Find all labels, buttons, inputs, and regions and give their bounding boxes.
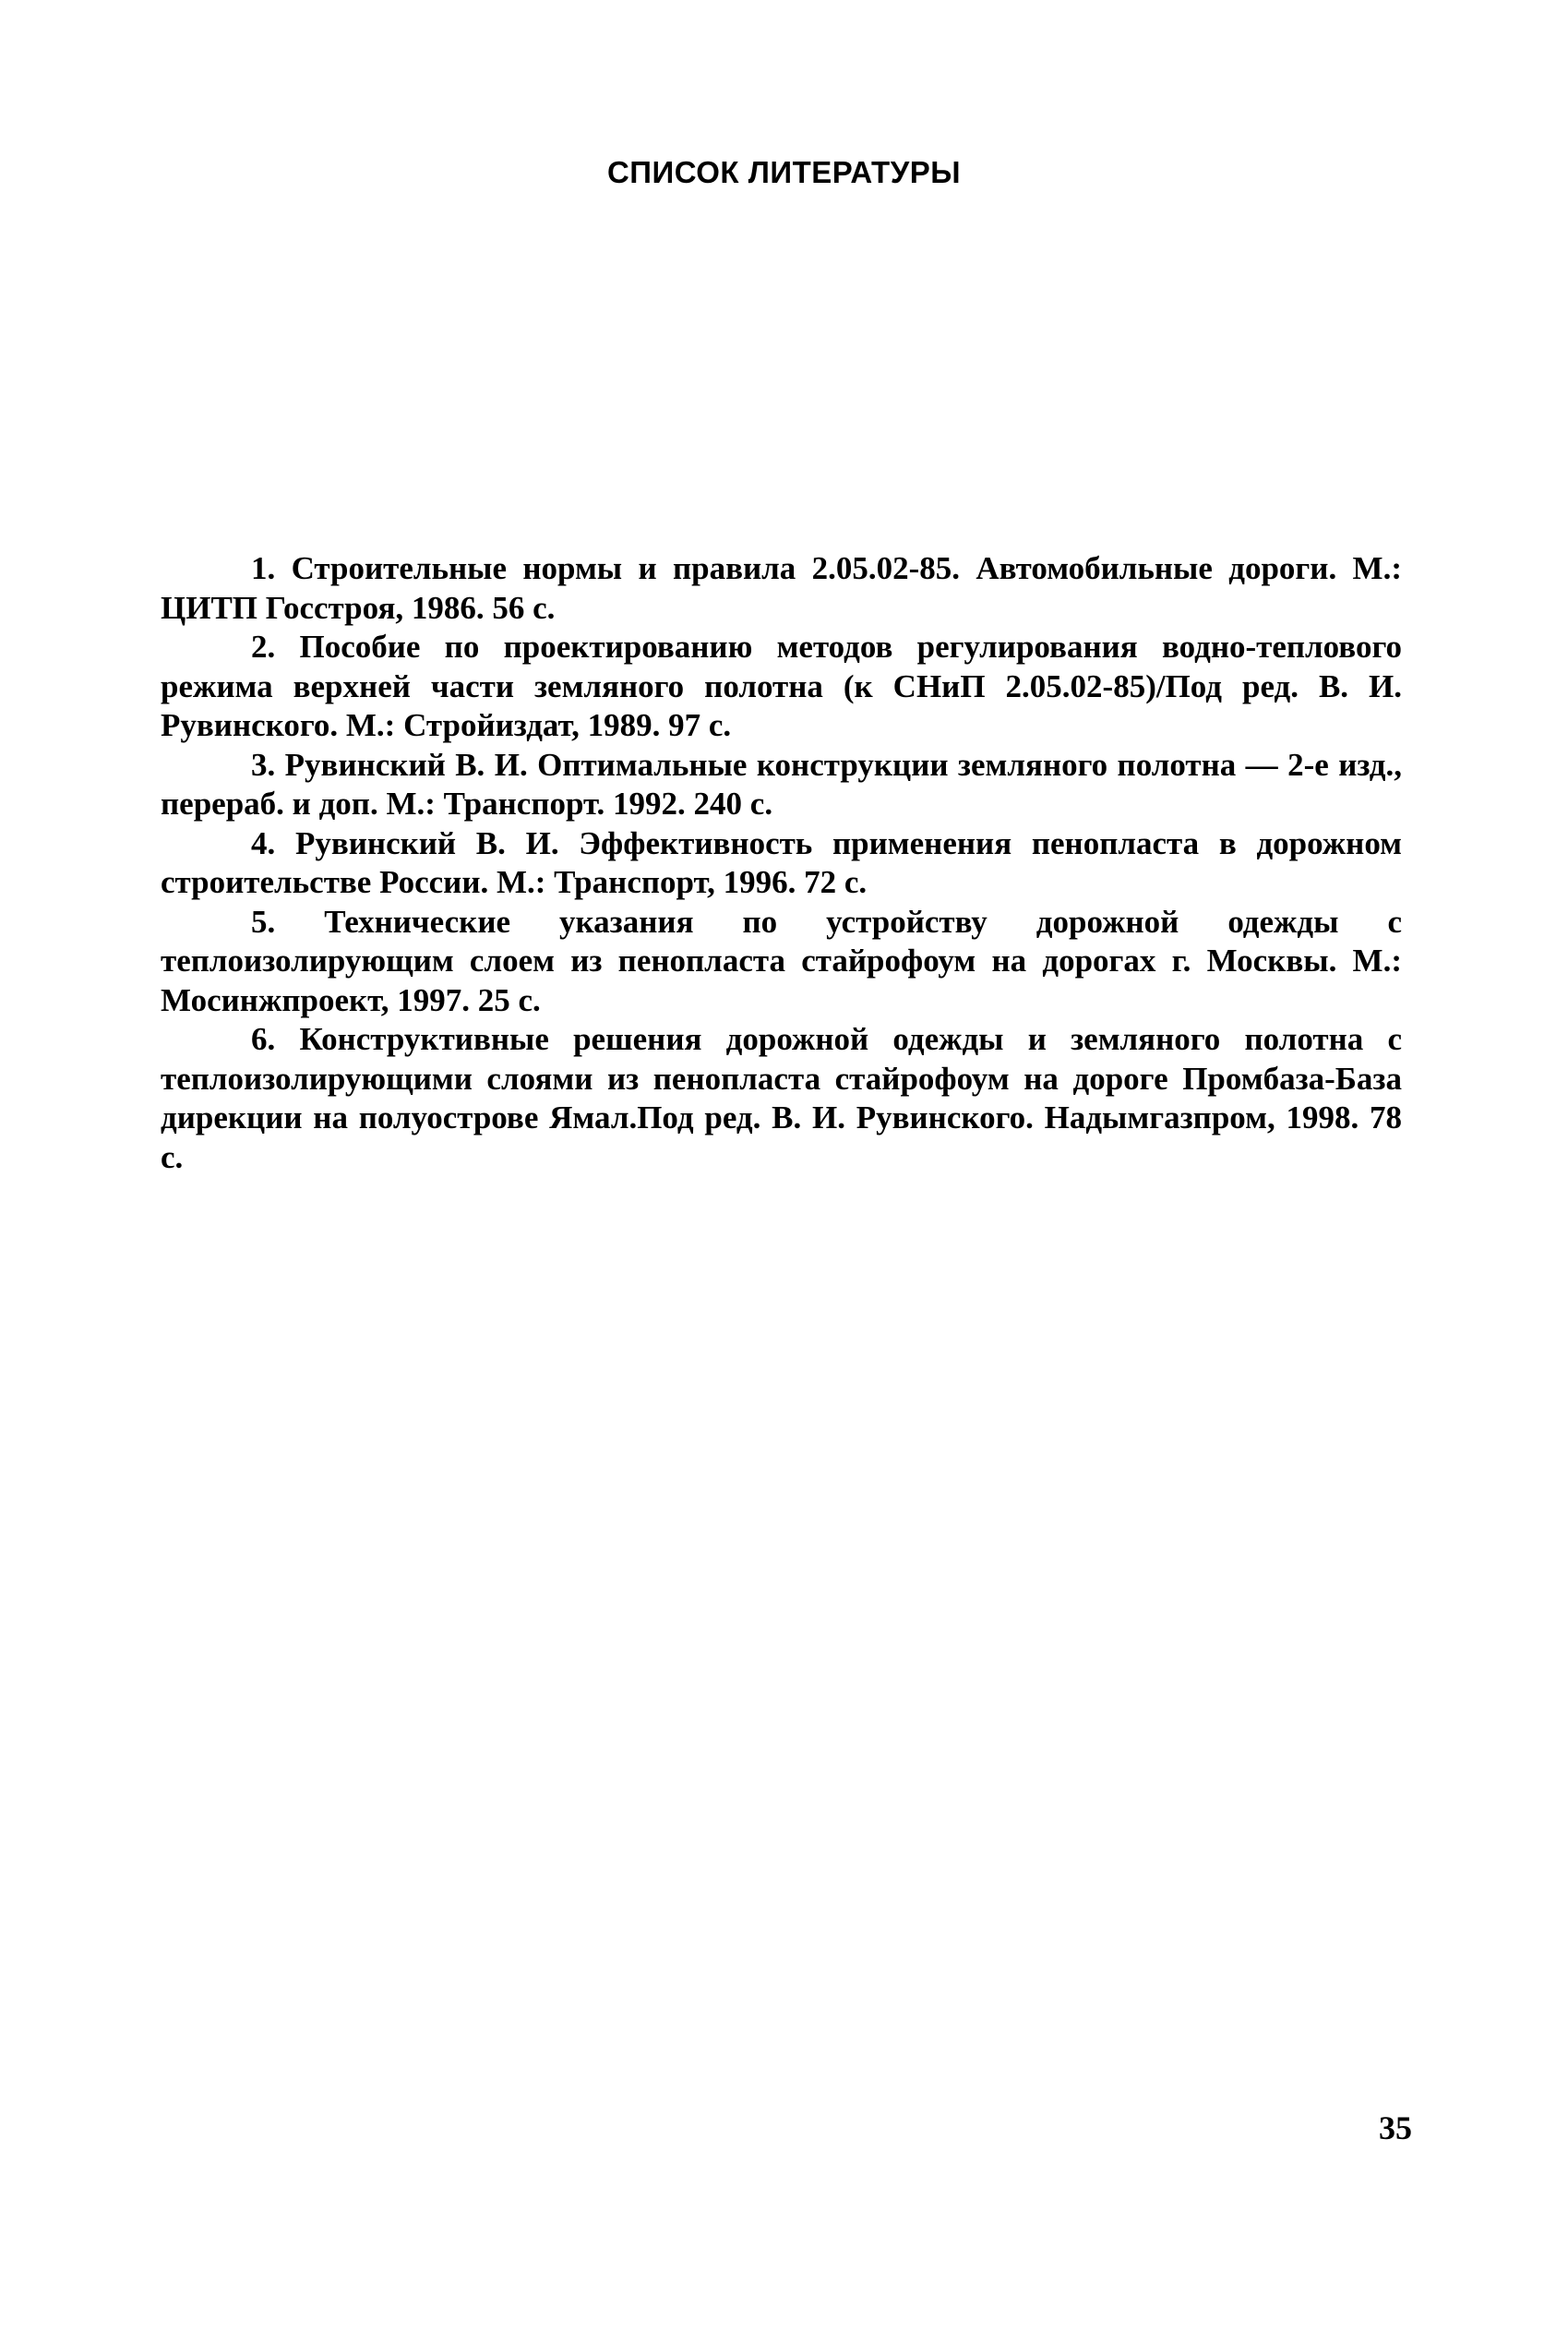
reference-item: 2. Пособие по проектированию методов регулирования водно-теплового режима верхней части земляного полотна (к СНиП 2.05.02-85)/Под ред. В. И. Рувинского. М.: Стройиздат, 1989. 97 с. bbox=[161, 629, 1402, 743]
page-number: 35 bbox=[1379, 2109, 1412, 2146]
reference-item: 1. Строительные нормы и правила 2.05.02-85. Автомобильные дороги. М.: ЦИТП Госстроя, 1986. 56 с. bbox=[161, 550, 1402, 626]
reference-item: 5. Технические указания по устройству дорожной одежды с теплоизолирующим слоем из пенопласта стайрофоум на дорогах г. Москвы. М.: Мосинжпроект, 1997. 25 с. bbox=[161, 903, 1402, 1018]
reference-item: 3. Рувинский В. И. Оптимальные конструкции земляного полотна — 2-е изд., перераб. и доп. М.: Транспорт. 1992. 240 с. bbox=[161, 746, 1402, 822]
page-title: СПИСОК ЛИТЕРАТУРЫ bbox=[606, 155, 962, 189]
reference-list bbox=[161, 549, 1402, 1177]
reference-item: 6. Конструктивные решения дорожной одежды и земляного полотна с теплоизолирующими слоями из пенопласта стайрофоум на дороге Промбаза-База дирекции на полуострове Ямал.Под ред. В. И. Рувинского. Надымгазпром, 1998. 78 с. bbox=[161, 1021, 1402, 1175]
reference-item: 4. Рувинский В. И. Эффективность применения пенопласта в дорожном строительстве России. М.: Транспорт, 1996. 72 с. bbox=[161, 824, 1402, 900]
